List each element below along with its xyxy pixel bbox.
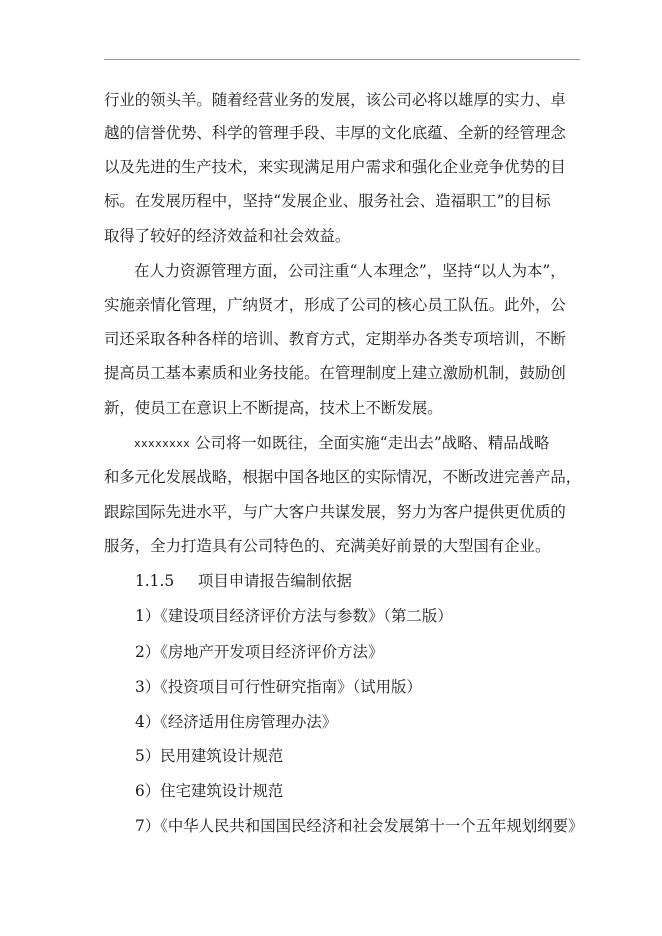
reference-item-7: 7）《中华人民共和国国民经济和社会发展第十一个五年规划纲要》 <box>135 817 584 835</box>
section-title: 项目申请报告编制依据 <box>197 572 352 590</box>
reference-item-1: 1）《建设项目经济评价方法与参数》（第二版） <box>135 607 453 625</box>
paragraph3-line-1 <box>134 433 549 454</box>
paragraph2-line-1: 在人力资源管理方面，公司注重“人本理念”，坚持“以人为本”， <box>134 262 566 280</box>
paragraph3-line-3: 跟踪国际先进水平，与广大客户共谋发展，努力为客户提供更优质的 <box>104 503 566 521</box>
company-name-placeholder: xxxxxxxx <box>134 437 191 450</box>
paragraph1-line-3: 以及先进的生产技术，来实现满足用户需求和强化企业竞争优势的目 <box>104 158 566 176</box>
section-number: 1.1.5 <box>135 572 175 590</box>
header-rule <box>104 59 580 60</box>
paragraph2-line-3: 司还采取各种各样的培训、教育方式，定期举办各类专项培训，不断 <box>104 330 566 348</box>
paragraph3-line-4: 服务，全力打造具有公司特色的、充满美好前景的大型国有企业。 <box>104 537 551 555</box>
reference-item-2: 2）《房地产开发项目经济评价方法》 <box>135 643 384 661</box>
paragraph3-line-1-text: 公司将一如既往，全面实施“走出去”战略、精品战略 <box>195 434 550 452</box>
reference-item-3: 3）《投资项目可行性研究指南》（试用版） <box>135 678 422 696</box>
paragraph1-line-1: 行业的领头羊。随着经营业务的发展，该公司必将以雄厚的实力、卓 <box>104 91 566 109</box>
paragraph2-line-5: 新，使员工在意识上不断提高，技术上不断发展。 <box>104 399 443 417</box>
section-heading <box>135 571 352 591</box>
paragraph2-line-2: 实施亲情化管理，广纳贤才，形成了公司的核心员工队伍。此外，公 <box>104 296 566 314</box>
paragraph1-line-4: 标。在发展历程中，坚持“发展企业、服务社会、造福职工”的目标 <box>104 192 551 210</box>
reference-item-6: 6）住宅建筑设计规范 <box>135 782 284 800</box>
paragraph1-line-5: 取得了较好的经济效益和社会效益。 <box>104 227 351 245</box>
reference-item-4: 4）《经济适用住房管理办法》 <box>135 713 338 731</box>
reference-item-5: 5）民用建筑设计规范 <box>135 747 284 765</box>
paragraph3-line-2: 和多元化发展战略，根据中国各地区的实际情况，不断改进完善产品， <box>104 468 582 486</box>
paragraph2-line-4: 提高员工基本素质和业务技能。在管理制度上建立激励机制，鼓励创 <box>104 364 566 382</box>
paragraph1-line-2: 越的信誉优势、科学的管理手段、丰厚的文化底蕴、全新的经管理念 <box>104 124 566 142</box>
